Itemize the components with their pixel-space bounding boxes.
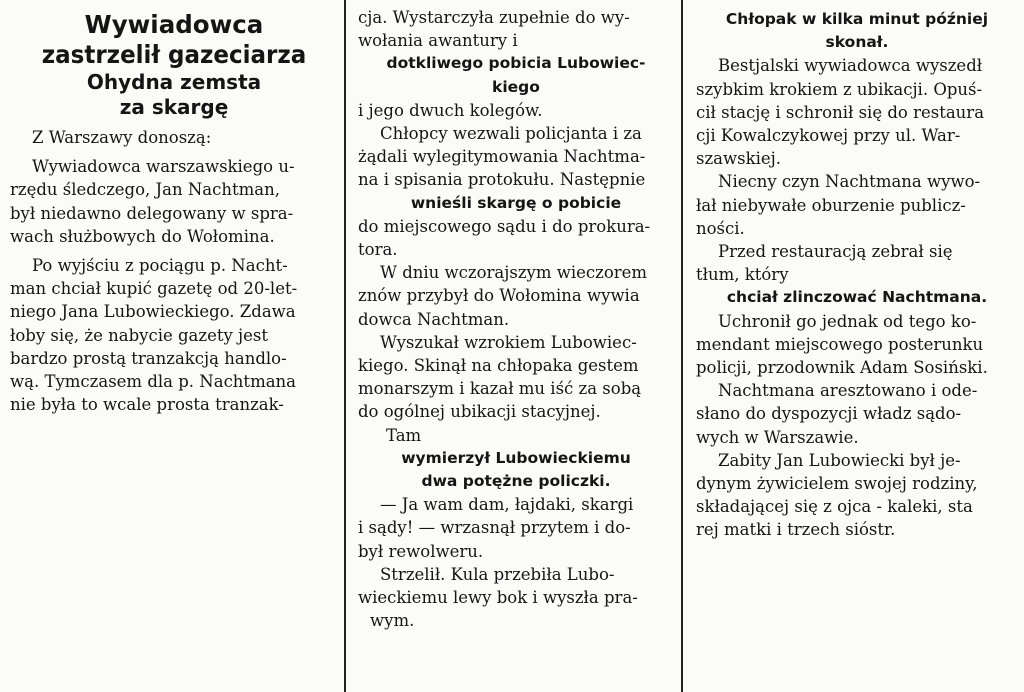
bold-highlight xyxy=(358,52,674,98)
paragraph xyxy=(696,449,1018,542)
paragraph xyxy=(358,261,674,331)
text-line: żądali wylegitymowania Nachtma- xyxy=(358,147,646,167)
headline-line-2: zastrzelił gazeciarza xyxy=(41,40,307,69)
text-line: wieckiemu lewy bok i wyszła pra- xyxy=(358,588,638,608)
text-line: Po wyjściu z pociągu p. Nacht- xyxy=(32,256,288,276)
text-line: policji, przodownik Adam Sosiński. xyxy=(696,358,988,378)
text-line: monarszym i kazał mu iść za sobą xyxy=(358,379,642,399)
paragraph xyxy=(696,170,1018,240)
text-line: cji Kowalczykowej przy ul. War- xyxy=(696,126,961,146)
paragraph xyxy=(696,310,1018,380)
text-line: Chłopcy wezwali policjanta i za xyxy=(380,124,642,144)
subheadline-line-2: za skargę xyxy=(119,95,229,119)
text-line: szawskiej. xyxy=(696,149,781,169)
text-line: był rewolweru. xyxy=(358,541,484,561)
text-line: wą. Tymczasem dla p. Nachtmana xyxy=(10,372,297,392)
text-line: Przed restauracją zebrał się xyxy=(718,242,953,262)
bold-highlight xyxy=(358,447,674,493)
text-line: na i spisania protokułu. Następnie xyxy=(358,170,646,190)
text-line: składającej się z ojca - kaleki, sta xyxy=(696,497,973,517)
text-line: nie była to wcale prosta tranzak- xyxy=(10,395,284,415)
column-2 xyxy=(346,0,680,692)
text-line: dwa potężne policzki. xyxy=(421,472,611,491)
text-line: cja. Wystarczyła zupełnie do wy- xyxy=(358,8,630,27)
text-line: tora. xyxy=(358,240,398,260)
text-line: Strzelił. Kula przebiła Lubo- xyxy=(380,564,615,584)
paragraph xyxy=(10,155,338,248)
paragraph xyxy=(358,424,674,447)
text-line: dowca Nachtman. xyxy=(358,309,510,329)
text-line: bardzo prostą tranzakcją handlo- xyxy=(10,348,287,368)
text-line: Uchronił go jednak od tego ko- xyxy=(718,311,977,331)
text-line: ności. xyxy=(696,218,745,238)
text-line: szybkim krokiem z ubikacji. Opuś- xyxy=(696,79,983,99)
text-line: słano do dyspozycji władz sądo- xyxy=(696,404,962,424)
paragraph xyxy=(358,99,674,122)
text-line: skonał. xyxy=(825,33,889,52)
bold-highlight xyxy=(358,192,674,215)
text-line: łał niebywałe oburzenie publicz- xyxy=(696,195,966,215)
headline-line-1: Wywiadowca xyxy=(84,10,264,39)
text-line: mendant miejscowego posterunku xyxy=(696,334,984,354)
text-line: dynym żywicielem swojej rodziny, xyxy=(696,474,978,494)
dateline xyxy=(10,126,338,149)
text-line: Chłopak w kilka minut później xyxy=(725,10,989,28)
text-line: do miejscowego sądu i do prokura- xyxy=(358,216,651,236)
text-line: Niecny czyn Nachtmana wywo- xyxy=(718,172,981,192)
text-line: dotkliwego pobicia Lubowiec- xyxy=(386,54,646,73)
text-line: do ogólnej ubikacji stacyjnej. xyxy=(358,402,601,422)
column-3 xyxy=(684,0,1024,692)
text-line: rzędu śledczego, Jan Nachtman, xyxy=(10,180,280,200)
text-line: W dniu wczorajszym wieczorem xyxy=(380,263,648,283)
text-line: wymierzył Lubowieckiemu xyxy=(401,448,631,467)
text-line: Bestjalski wywiadowca wyszedł xyxy=(718,56,983,76)
text-line: tłum, który xyxy=(696,265,789,285)
text-line: wych w Warszawie. xyxy=(696,427,859,447)
text-line: i jego dwuch kolegów. xyxy=(358,100,543,120)
paragraph xyxy=(358,122,674,192)
bold-highlight xyxy=(696,8,1018,54)
subheadline-line-1: Ohydna zemsta xyxy=(86,70,262,94)
text-line: Nachtmana aresztowano i ode- xyxy=(718,381,978,401)
text-line: man chciał kupić gazetę od 20-let- xyxy=(10,279,298,299)
text-line: Wywiadowca warszawskiego u- xyxy=(32,157,295,177)
text-line: łoby się, że nabycie gazety jest xyxy=(10,325,269,345)
paragraph xyxy=(358,493,674,563)
text-line: niego Jana Lubowieckiego. Zdawa xyxy=(10,302,296,322)
text-line: Wyszukał wzrokiem Lubowiec- xyxy=(380,332,637,352)
text-line: i sądy! — wrzasnął przytem i do- xyxy=(358,518,631,538)
text-line: rej matki i trzech sióstr. xyxy=(696,520,896,540)
text-line: kiego. Skinął na chłopaka gestem xyxy=(358,356,639,376)
text-line: był niedawno delegowany w spra- xyxy=(10,203,294,223)
paragraph xyxy=(358,215,674,261)
text-line: wym. xyxy=(370,611,415,631)
bold-highlight xyxy=(696,286,1018,309)
text-line: chciał zlinczować Nachtmana. xyxy=(726,288,988,307)
text-line: Z Warszawy donoszą: xyxy=(32,128,212,147)
paragraph xyxy=(10,254,338,416)
paragraph xyxy=(358,331,674,424)
text-line: wołania awantury i xyxy=(358,31,518,51)
text-line: — Ja wam dam, łajdaki, skargi xyxy=(380,495,634,515)
paragraph xyxy=(696,54,1018,170)
text-line: cił stację i schronił się do restaura xyxy=(696,102,985,122)
text-line: wnieśli skargę o pobicie xyxy=(410,193,622,212)
paragraph xyxy=(696,240,1018,286)
paragraph xyxy=(358,563,674,633)
paragraph xyxy=(358,6,674,52)
text-line: Zabity Jan Lubowiecki był je- xyxy=(718,450,961,470)
column-rule-2 xyxy=(681,0,683,692)
text-line: wach służbowych do Wołomina. xyxy=(10,226,275,246)
text-line: Tam xyxy=(386,425,422,445)
paragraph xyxy=(696,379,1018,449)
text-line: znów przybył do Wołomina wywia xyxy=(358,286,640,306)
text-line: kiego xyxy=(492,77,540,96)
column-1 xyxy=(0,0,346,692)
